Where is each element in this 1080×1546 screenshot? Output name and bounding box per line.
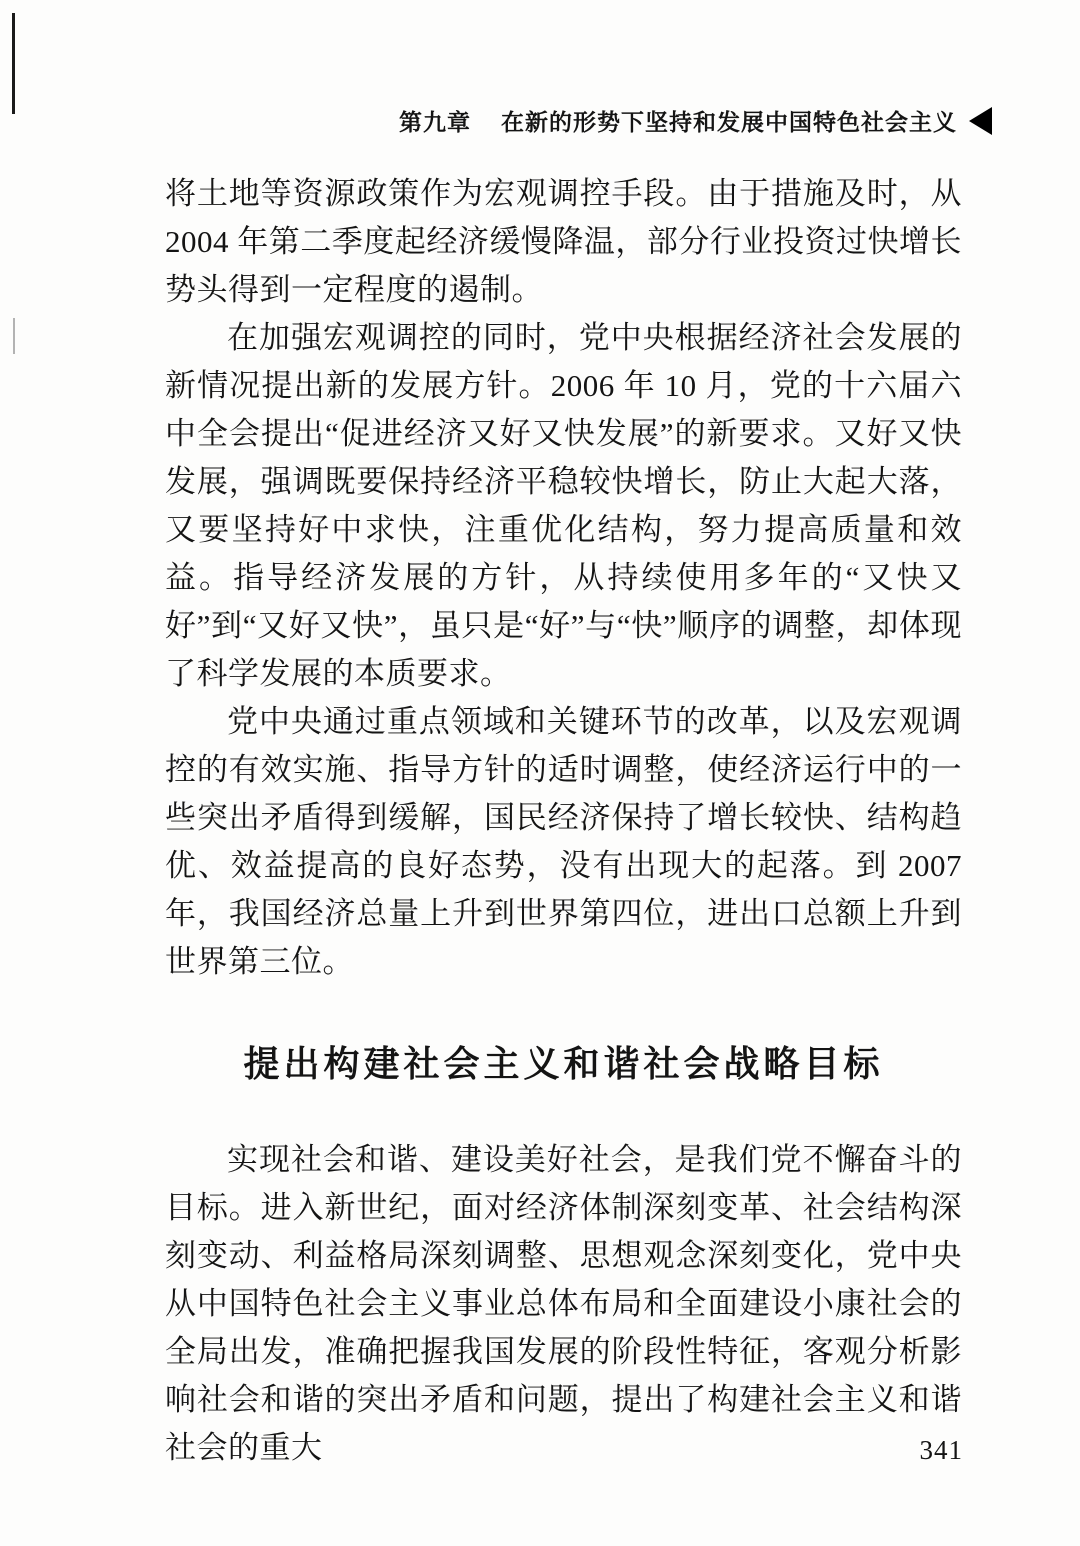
chapter-label: 第九章 [399,110,471,135]
paragraph: 在加强宏观调控的同时，党中央根据经济社会发展的新情况提出新的发展方针。2006 年 10 月，党的十六届六中全会提出“促进经济又好又快发展”的新要求。又好又快发展，强调既要保持经济平稳较快增长，防止大起大落，又要坚持好中求快，注重优化结构，努力提高质量和效益。指导经济发展的方针，从持续使用多年的“又快又好”到“又好又快”，虽只是“好”与“快”顺序的调整，却体现了科学发展的本质要求。 [165,320,962,691]
paragraph: 实现社会和谐、建设美好社会，是我们党不懈奋斗的目标。进入新世纪，面对经济体制深刻变革、社会结构深刻变动、利益格局深刻调整、思想观念深刻变化，党中央从中国特色社会主义事业总体布局和全面建设小康社会的全局出发，准确把握我国发展的阶段性特征，客观分析影响社会和谐的突出矛盾和问题，提出了构建社会主义和谐社会的重大 [165,1142,962,1465]
page-number: 341 [919,1435,963,1465]
paragraph: 党中央通过重点领域和关键环节的改革，以及宏观调控的有效实施、指导方针的适时调整，使经济运行中的一些突出矛盾得到缓解，国民经济保持了增长较快、结构趋优、效益提高的良好态势，没有出现大的起落。到 2007 年，我国经济总量上升到世界第四位，进出口总额上升到世界第三位。 [165,704,962,979]
left-triangle-icon [969,107,992,135]
running-header-title: 在新的形势下坚持和发展中国特色社会主义 [501,110,957,135]
scan-edge-mark [12,13,15,114]
body-text-block [165,170,962,1472]
scan-edge-mark-faint [13,318,15,354]
running-header [399,104,992,137]
section-heading: 提出构建社会主义和谐社会战略目标 [243,1044,884,1084]
paragraph: 将土地等资源政策作为宏观调控手段。由于措施及时，从 2004 年第二季度起经济缓慢降温，部分行业投资过快增长势头得到一定程度的遏制。 [165,176,962,307]
